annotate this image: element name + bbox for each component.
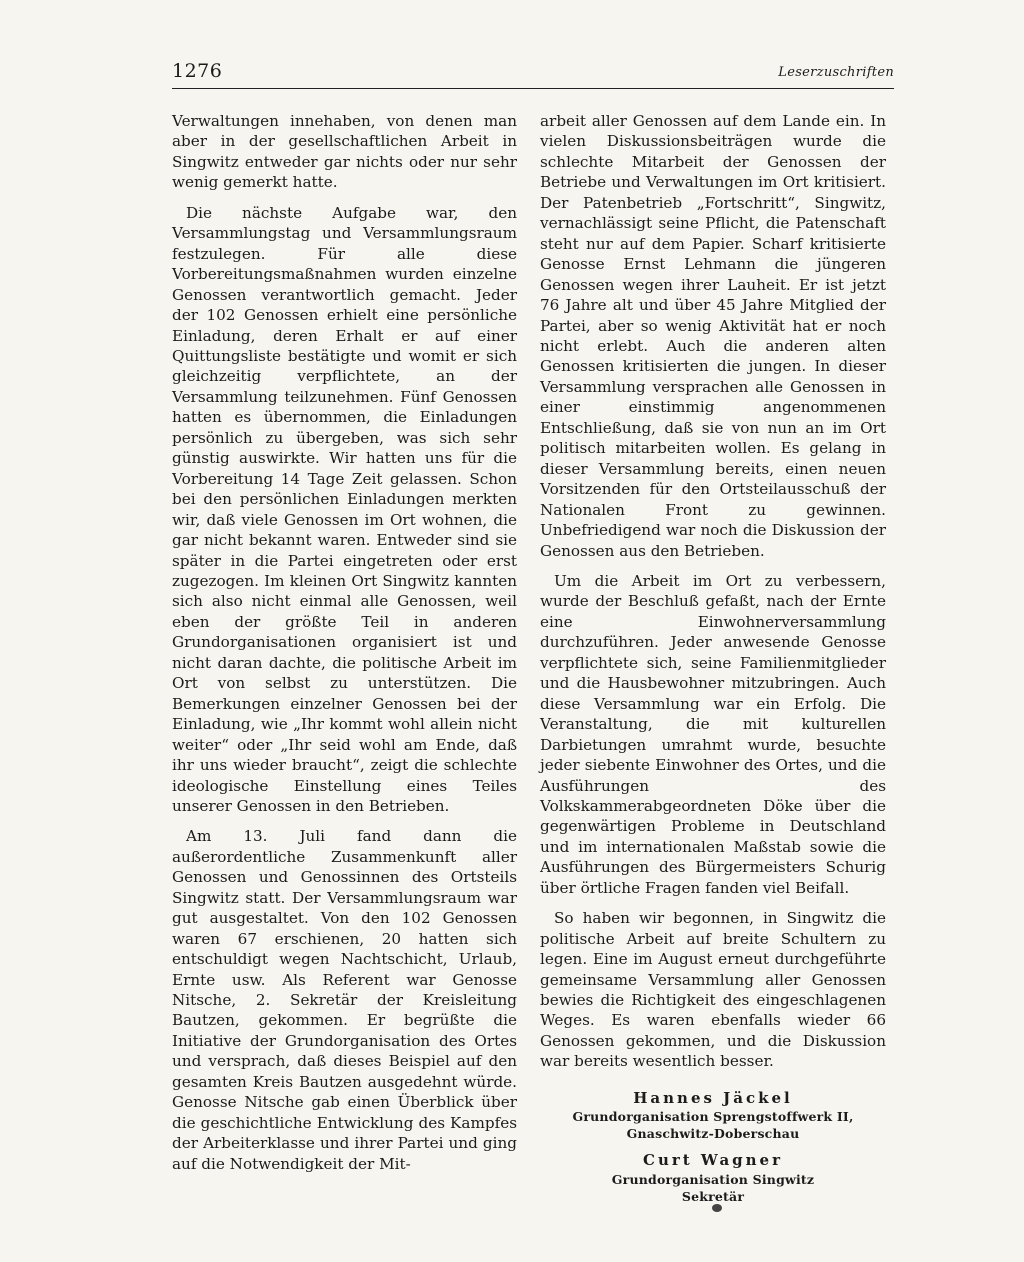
left-paragraph-1: Verwaltungen innehaben, von denen man aber in der gesellschaftlichen Arbeit in Singwitz entweder gar nichts oder nur sehr wenig gemerkt hatte. [172, 112, 517, 192]
signature-name: Hannes Jäckel [633, 1088, 793, 1107]
left-paragraph-2: Die nächste Aufgabe war, den Versammlungstag und Versammlungsraum festzulegen. Für alle diese Vorbereitungsmaßnahmen wurden einzelne Genossen verantwortlich gemacht. Jeder der 102 Genossen erhielt eine persönliche Einladung, deren Erhalt er auf einer Quittungsliste bestätigte und womit er sich gleichzeitig verpflichtete, an der Versammlung teilzunehmen. Fünf Genossen hatten es übernommen, die Einladungen persönlich zu übergeben, was sich sehr günstig auswirkte. Wir hatten uns für die Vorbereitung 14 Tage Zeit gelassen. Schon bei den persönlichen Einladungen merkten wir, daß viele Genossen im Ort wohnen, die gar nicht bekannt waren. Entweder sind sie später in die Partei eingetreten oder erst zugezogen. Im kleinen Ort Singwitz kannten sich also nicht einmal alle Genossen, weil eben der größte Teil in anderen Grundorganisationen organisiert ist und nicht daran dachte, die politische Arbeit im Ort von selbst zu unterstützen. Die Bemerkungen einzelner Genossen bei der Einladung, wie „Ihr kommt wohl allein nicht weiter“ oder „Ihr seid wohl am Ende, daß ihr uns wieder braucht“, zeigt die schlechte ideologische Einstellung eines Teiles unserer Genossen in den Betrieben. [172, 203, 517, 815]
right-paragraph-1: arbeit aller Genossen auf dem Lande ein. In vielen Diskussionsbeiträgen wurde die schlechte Mitarbeit der Genossen der Betriebe und Verwaltungen im Ort kritisiert. Der Patenbetrieb „Fortschritt“, Singwitz, vernachlässigt seine Pflicht, die Patenschaft steht nur auf dem Papier. Scharf kritisierte Genosse Ernst Lehmann die jüngeren Genossen wegen ihrer Lauheit. Er ist jetzt 76 Jahre alt und über 45 Jahre Mitglied der Partei, aber so wenig Aktivität hat er noch nicht erlebt. Auch die anderen alten Genossen kritisierten die jungen. In dieser Versammlung versprachen alle Genossen in einer einstimmig angenommenen Entschließung, daß sie von nun an im Ort politisch mitarbeiten wollen. Es gelang in dieser Versammlung bereits, einen neuen Vorsitzenden für den Ortsteilausschuß der Nationalen Front zu gewinnen. Unbefriedigend war noch die Diskussion der Genossen aus den Betrieben. [540, 112, 886, 560]
right-paragraph-2: Um die Arbeit im Ort zu verbessern, wurde der Beschluß gefaßt, nach der Ernte eine Einwohnerversammlung durchzuführen. Jeder anwesende Genosse verpflichtete sich, seine Familienmitglieder und die Hausbewohner mitzubringen. Auch diese Versammlung war ein Erfolg. Die Veranstaltung, die mit kulturellen Darbietungen umrahmt wurde, besuchte jeder siebente Einwohner des Ortes, und die Ausführungen des Volkskammerabgeordneten Döke über die gegenwärtigen Probleme in Deutschland und im internationalen Maßstab sowie die Ausführungen des Bürgermeisters Schurig über örtliche Fragen fanden viel Beifall. [540, 571, 886, 897]
signature-name: Curt Wagner [643, 1151, 783, 1170]
section-title: Leserzuschriften [778, 65, 894, 80]
page-header [172, 60, 894, 89]
right-paragraph-3: So haben wir begonnen, in Singwitz die politische Arbeit auf breite Schultern zu legen. Eine im August erneut durchgeführte gemeinsame Versammlung aller Genossen bewies die Richtigkeit des eingeschlagenen Weges. Es waren ebenfalls wieder 66 Genossen gekommen, und die Diskussion war bereits wesentlich besser. [540, 909, 886, 1071]
ink-speck [712, 1204, 722, 1212]
signature-role: Sekretär [681, 1188, 745, 1204]
signature-block-1 [540, 1088, 886, 1142]
page-number: 1276 [172, 60, 223, 82]
signature-block-2 [540, 1150, 886, 1204]
left-paragraph-3: Am 13. Juli fand dann die außerordentliche Zusammenkunft aller Genossen und Genossinnen des Ortsteils Singwitz statt. Der Versammlungsraum war gut ausgestaltet. Von den 102 Genossen waren 67 erschienen, 20 hatten sich entschuldigt wegen Nachtschicht, Urlaub, Ernte usw. Als Referent war Genosse Nitsche, 2. Sekretär der Kreisleitung Bautzen, gekommen. Er begrüßte die Initiative der Grundorganisation des Ortes und versprach, daß dieses Beispiel auf den gesamten Kreis Bautzen ausgedehnt würde. Genosse Nitsche gab einen Überblick über die geschichtliche Entwicklung des Kampfes der Arbeiterklasse und ihrer Partei und ging auf die Notwendigkeit der Mit- [172, 827, 517, 1173]
signature-affiliation: Grundorganisation Sprengstoffwerk II, [572, 1109, 854, 1125]
signature-affiliation: Grundorganisation Singwitz [611, 1171, 815, 1187]
right-column [540, 111, 886, 1205]
signature-location: Gnaschwitz-Doberschau [626, 1126, 800, 1142]
left-column [172, 111, 517, 1174]
